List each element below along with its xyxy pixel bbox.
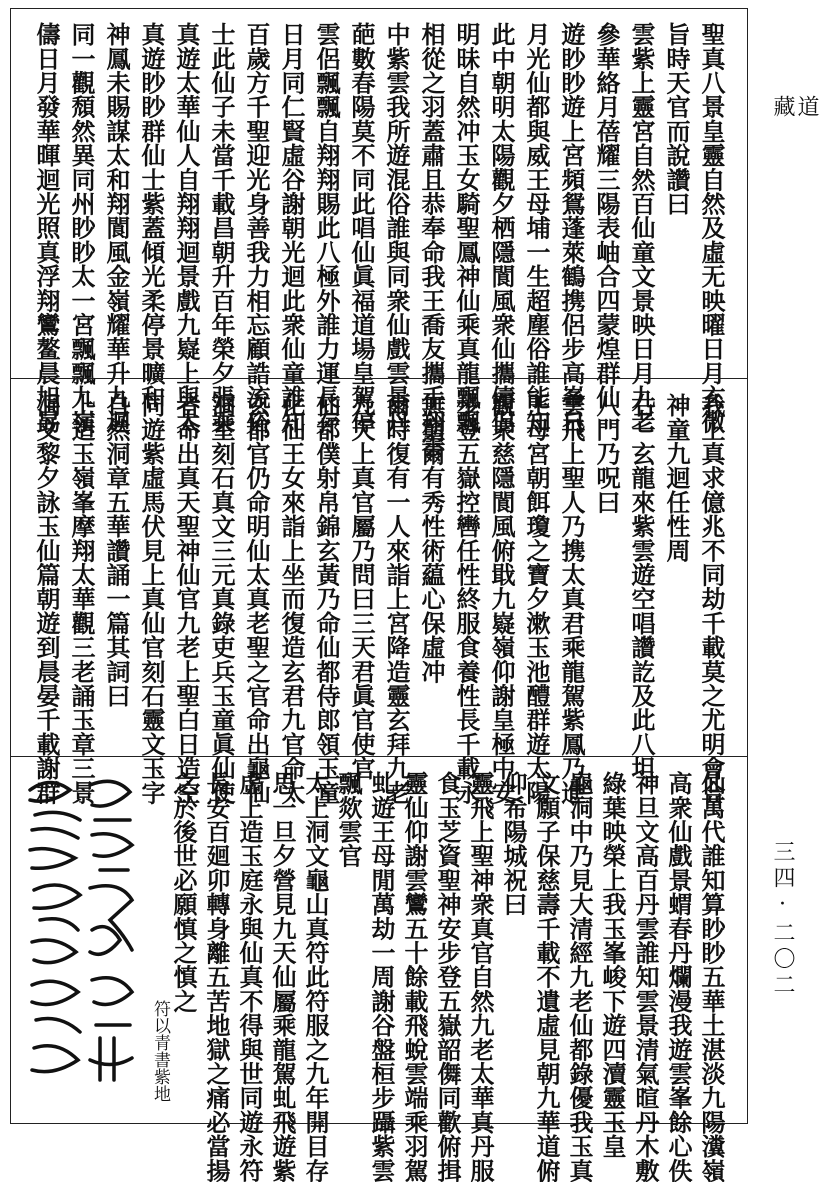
text-column: 百歲方千聖迎光身善我力相忘顧誥流俗 [242,22,271,434]
text-column: 參華絡月蓓耀三陽表岫合四蒙煌群仙 [592,22,621,410]
text-columns-middle [30,393,728,805]
text-column: 虛上造玉庭永與仙真不得與世同遊永符 [235,771,264,1182]
text-column: 仙萬代誰知算眇眇五華土湛淡九陽瀵嶺 [697,771,726,1182]
text-column: 旨時天官而說讚曰 [662,22,691,216]
text-column: 中紫雲我所遊混俗誰與同衆仙戲雲景丹 [382,22,411,434]
text-column: 長安百廻卯轉身離五苦地獄之痛必當揚 [202,771,231,1182]
text-column: 者命出真天聖神仙官九老上聖白日造空 [172,393,201,805]
text-column: 龜洞中乃見大清經九老仙都錄優我玉真 [565,771,594,1182]
seal-caption: 符以青書紫地 [150,1000,170,1102]
text-column: 此中朝明太陽觀夕栖隱閬風衆仙攜儔侶 [487,22,516,434]
text-column: 真遊太華仙人自翔翔迴景戲九嶷上與太 [172,22,201,434]
text-column: 仙都僕射帛錦玄黃乃命仙都侍郎領玉童 [312,393,341,805]
text-column: 王母宮朝餌瓊之寶夕漱玉池醴群遊太陽 [522,393,551,805]
text-column: 九天上真官屬乃問曰三天君眞官使官 [347,393,376,781]
text-column: 洞文黎夕詠玉仙篇朝遊到晨晏千載謝群 [32,393,61,805]
text-column: 八門乃呪曰 [592,393,621,514]
text-column: 我上真求億兆不同劫千載莫之尤明會合 [697,393,726,805]
text-column: 文願子保慈壽千載不遺虛見朝九華道俯 [532,771,561,1182]
text-column: 同一觀頹然異同州眇眇太一宮飄飄九嶺 [67,22,96,434]
text-column: 聖真八景皇靈自然及虛无映曜日月玄微 [697,22,726,434]
margin-title [770,95,818,165]
text-column: 靈仙仰謝雲鸞五十餘載飛蛻雲端乘羽駕 [400,771,429,1182]
text-column: 化仙王女來詣上坐而復造玄君九官命太 [277,393,306,805]
text-column: 之於後世必願慎之慎之 [169,771,198,1013]
text-column: 同遊紫虛馬伏見上真仙官刻石靈文玉字 [137,393,166,805]
text-column: 綠葉映榮上我玉峯峻下遊四瀆靈玉皇 [598,771,627,1159]
text-column: 食玉芝資聖神安步登五嶽韶儛同歡俯揖 [433,771,462,1182]
margin-title-char: 藏 [770,95,795,117]
text-column: 遊眇眇遊上宮頻鴛蓬萊鶴携侶步高峯日 [557,22,586,434]
text-column: 高衆仙戲景蝟春丹爛漫我遊雲峯餘心佚 [664,771,693,1182]
text-column: 無窮爾有秀性術藴心保虛冲 [417,393,446,684]
text-column: 葩數春陽莫不同此唱仙眞福道場皇駕停 [347,22,376,434]
page-number: 三四·二〇二 [770,840,795,999]
text-column: 神旦文高百丹雲誰知雲景清氣暄丹木敷 [631,771,660,1182]
text-column: 神鳳未賜謀太和翔閬風金嶺耀華升九迴 [102,22,131,434]
text-column: 明昧自然冲玉女騎聖鳳神仙乘真龍飄飄 [452,22,481,434]
text-column: 觀衆慈隱閬風俯戢九嶷嶺仰謝皇極中安 [487,393,516,805]
text-column: 月光仙都與威王母埔一生超塵俗誰能知 [522,22,551,434]
text-column: 仰希陽城祝曰 [499,771,528,917]
text-column: 上造玉嶺峯摩翔太華觀三老誦玉章三景 [67,393,96,805]
text-column: 雲飛上聖人乃携太真君乘龍駕紫鳳乃進 [557,393,586,805]
text-column: 太上洞文龜山真符此符服之九年開目存 [301,771,330,1182]
text-column: 自然洞章五華讚誦一篇其詞曰 [102,393,131,708]
margin-title-char: 道 [794,95,819,117]
text-column: 飄欻雲官 [334,771,363,868]
text-column: 步登五嶽控轡任性終服食養性長千載永 [452,393,481,805]
text-column: 儔日月發華暉迴光照真浮翔鸞鳌晨旭勗 [32,22,61,434]
text-column: 思一旦夕營見九天仙屬乘龍駕虬飛遊紫 [268,771,297,1182]
text-column: 雲紫上靈宮自然百仙童文景映日月九老 [627,22,656,434]
text-column: 雲侶飄飄自翔翔賜此八極外誰力運長存 [312,22,341,434]
text-column: 日月同仁賢虛谷謝朝光迴此衆仙童誰知 [277,22,306,434]
talisman-seal [20,770,140,1105]
text-column: 靈飛上聖神衆真官自然九老太華真丹服 [466,771,495,1182]
text-panel-middle [10,378,748,805]
text-column: 爾時復有一人來詣上宮降造靈玄拜九老 [382,393,411,805]
text-column: 士此仙子未當千載昌朝升百年榮夕張乘 [207,22,236,434]
text-column: 相從之羽蓋肅且恭奉命我王喬友攜手翔雲 [417,22,446,458]
text-column: 神童九迴任性周 [662,393,691,563]
text-column: 玄都官仍命明仙太真老聖之官命出龜仙 [242,393,271,805]
text-column: 虬遊王母閒萬劫一周謝谷盤桓步躡紫雲 [367,771,396,1182]
text-columns-bottom [169,771,728,1182]
text-column: 真遊眇眇群仙士紫蓋傾光柔停景曠和 [137,22,166,410]
text-column: 洞室刻石真文三元真錄吏兵玉童眞仙使 [207,393,236,805]
text-column: 右一玄龍來紫雲遊空唱讚訖及此八坦 [627,393,656,781]
